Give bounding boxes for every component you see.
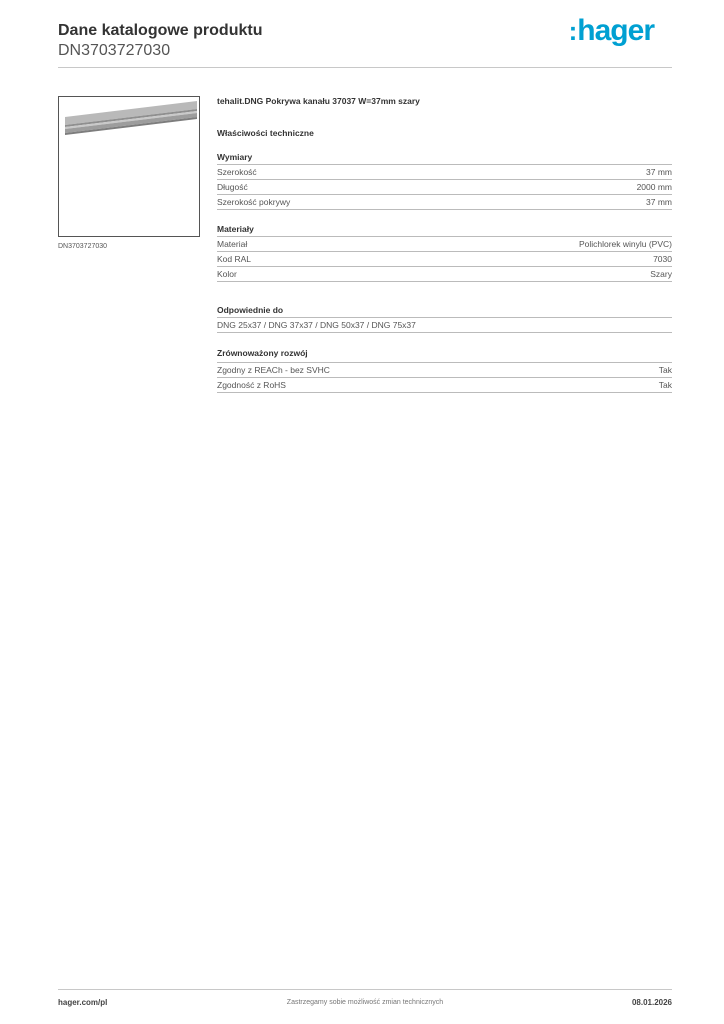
spec-label: Długość [217, 182, 248, 192]
spec-row [217, 378, 672, 393]
spec-value: 37 mm [646, 197, 672, 207]
technical-properties-title: Właściwości techniczne [217, 128, 314, 138]
footer-date: 08.01.2026 [631, 998, 672, 1007]
spec-row [217, 252, 672, 267]
spec-value: 7030 [653, 254, 672, 264]
spec-value: 37 mm [646, 167, 672, 177]
spec-value: Tak [658, 365, 672, 375]
cover-illustration [59, 97, 199, 236]
spec-row [217, 195, 672, 210]
logo-text: hager [577, 14, 654, 47]
spec-value: Polichlorek winylu (PVC) [578, 239, 672, 249]
document-title: Dane katalogowe produktu [58, 22, 263, 39]
spec-value: Szary [650, 269, 672, 279]
spec-label: Szerokość pokrywy [217, 197, 291, 207]
logo-colon: : [568, 16, 577, 46]
spec-label: Szerokość [217, 167, 257, 177]
hager-logo [569, 14, 654, 48]
spec-row [217, 237, 672, 252]
spec-label: Materiał [217, 239, 248, 249]
spec-value: Tak [658, 380, 672, 390]
footer-divider [58, 989, 672, 990]
image-caption: DN3703727030 [58, 243, 108, 250]
spec-label: Zgodność z RoHS [217, 380, 286, 390]
section-zrownowazony-rozwoj [217, 348, 672, 393]
spec-row [217, 363, 672, 378]
spec-label: Kod RAL [217, 254, 252, 264]
footer-website-link[interactable]: hager.com/pl [58, 998, 108, 1007]
product-code: DN3703727030 [58, 42, 171, 59]
section-title: Odpowiednie do [217, 305, 672, 318]
spec-row [217, 267, 672, 282]
spec-row [217, 180, 672, 195]
spec-value: 2000 mm [636, 182, 672, 192]
footer-disclaimer: Zastrzegamy sobie możliwość zmian technicznych [286, 999, 444, 1006]
spec-label: Kolor [217, 269, 237, 279]
section-title: Materiały [217, 224, 672, 237]
document-header [58, 22, 262, 61]
header-divider [58, 67, 672, 68]
section-odpowiednie-do [217, 305, 672, 333]
product-name: tehalit.DNG Pokrywa kanału 37037 W=37mm szary [217, 96, 420, 106]
section-title: Zrównoważony rozwój [217, 348, 672, 363]
product-image [58, 96, 200, 237]
spec-row [217, 318, 672, 333]
section-wymiary [217, 152, 672, 210]
section-title: Wymiary [217, 152, 672, 165]
spec-row [217, 165, 672, 180]
spec-label: DNG 25x37 / DNG 37x37 / DNG 50x37 / DNG 75x37 [217, 320, 416, 330]
product-details [217, 96, 672, 393]
section-materialy [217, 224, 672, 282]
spec-label: Zgodny z REACh - bez SVHC [217, 365, 330, 375]
